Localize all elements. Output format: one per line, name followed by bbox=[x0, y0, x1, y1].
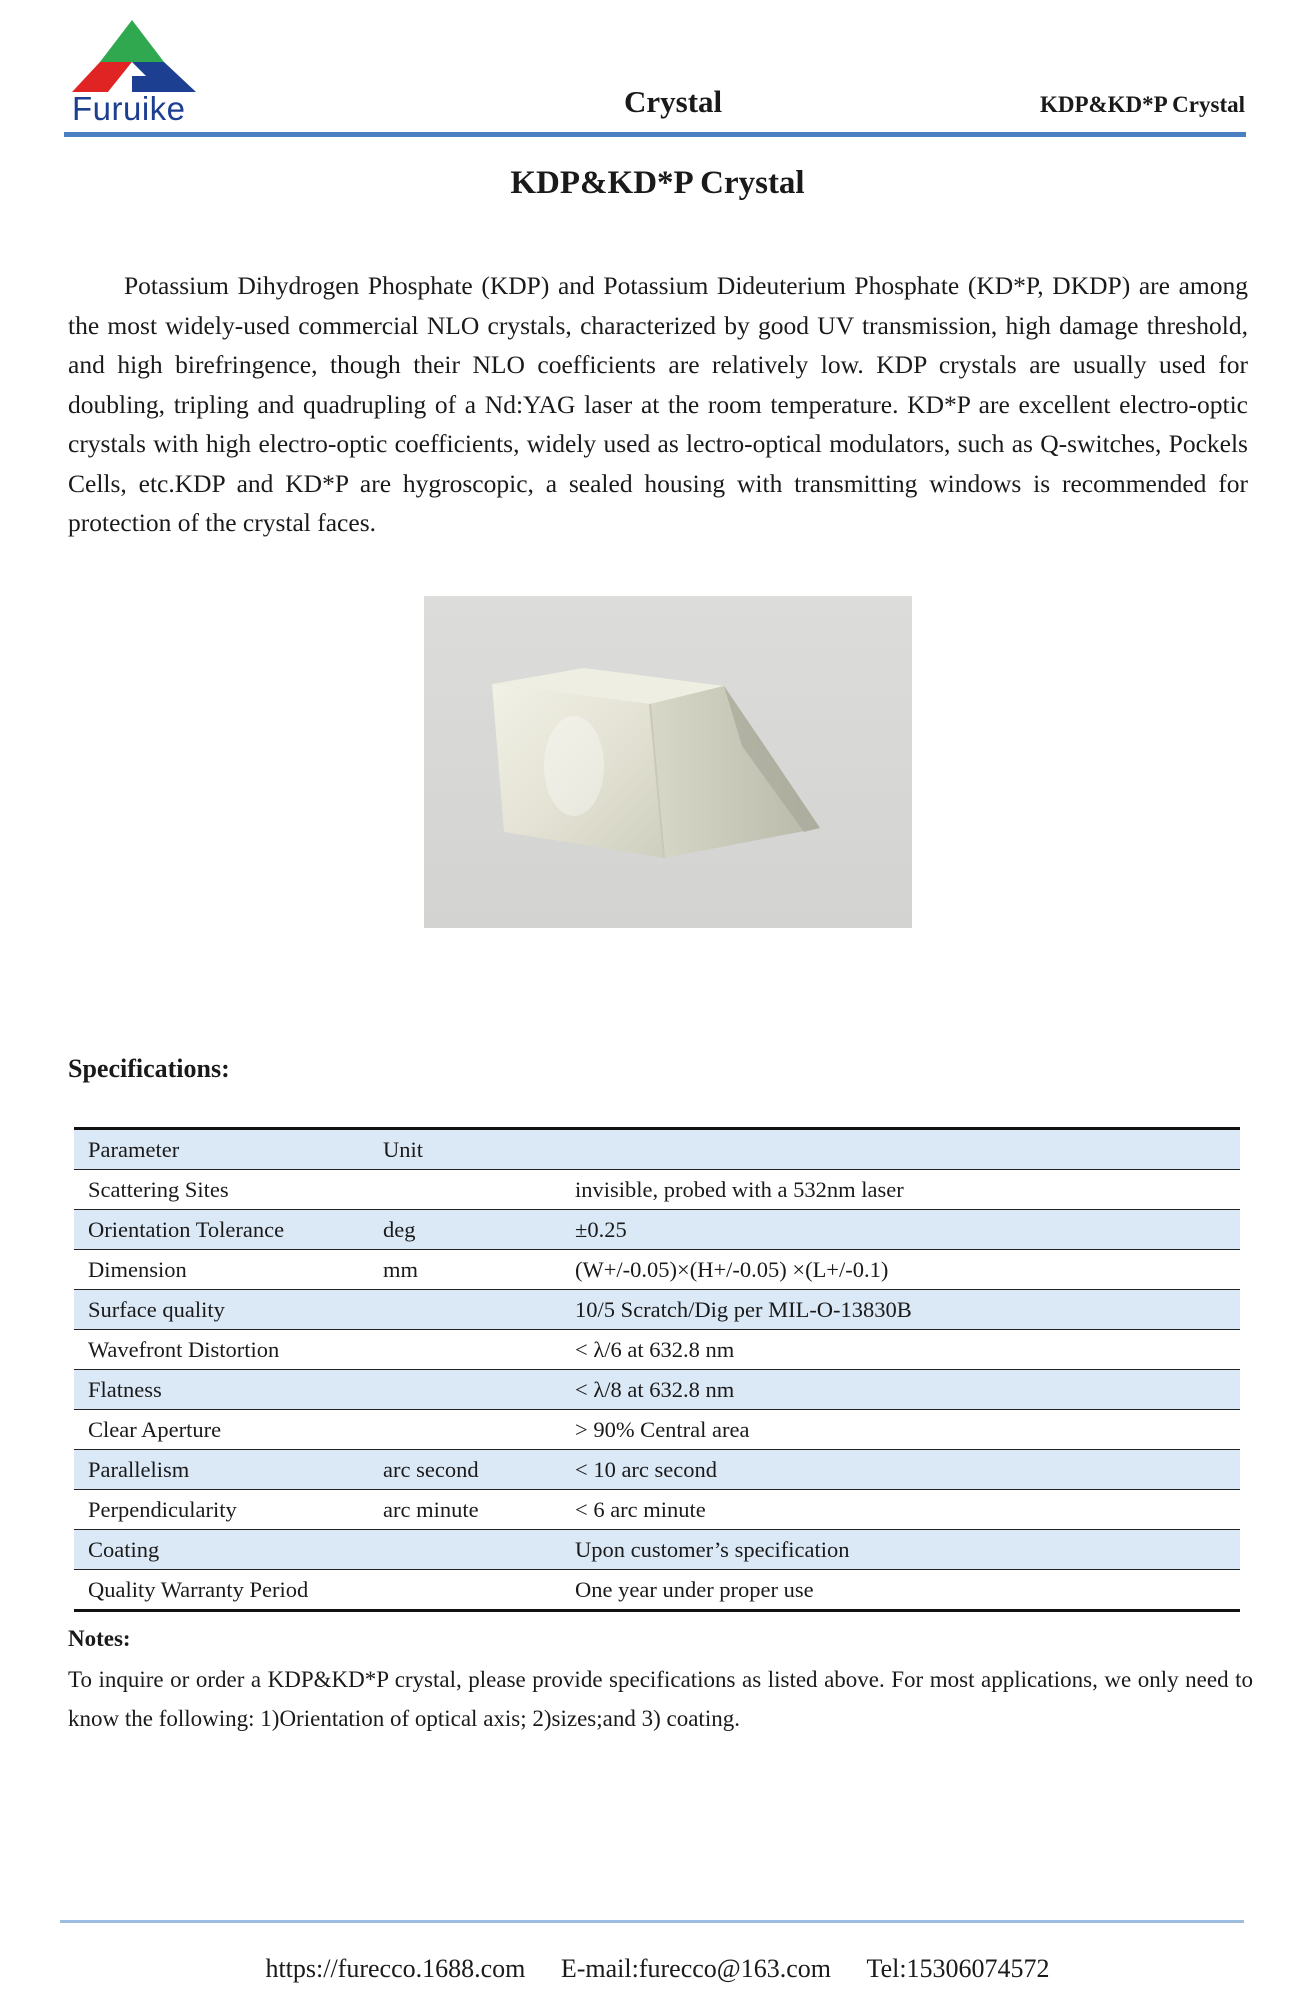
table-row bbox=[74, 1170, 1240, 1210]
table-row bbox=[74, 1250, 1240, 1290]
value-cell: < λ/6 at 632.8 nm bbox=[561, 1330, 1240, 1370]
page-title: KDP&KD*P Crystal bbox=[510, 165, 805, 201]
unit-cell bbox=[369, 1170, 561, 1210]
furuike-logo bbox=[66, 18, 200, 130]
unit-cell bbox=[369, 1410, 561, 1450]
unit-cell: deg bbox=[369, 1210, 561, 1250]
unit-cell bbox=[369, 1530, 561, 1570]
parameter-cell: Dimension bbox=[74, 1250, 369, 1290]
value-cell: One year under proper use bbox=[561, 1570, 1240, 1611]
table-row bbox=[74, 1410, 1240, 1450]
footer-website-link[interactable]: https://furecco.1688.com bbox=[265, 1954, 526, 1983]
logo-text: Furuike bbox=[72, 90, 186, 127]
notes-text: To inquire or order a KDP&KD*P crystal, please provide specifications as listed above. For most applications, we only need to know the following: 1)Orientation of optical axis; 2)sizes;and 3) coating. bbox=[68, 1667, 1253, 1731]
table-row bbox=[74, 1530, 1240, 1570]
parameter-cell: Surface quality bbox=[74, 1290, 369, 1330]
unit-cell bbox=[369, 1330, 561, 1370]
value-cell: (W+/-0.05)×(H+/-0.05) ×(L+/-0.1) bbox=[561, 1250, 1240, 1290]
value-cell: < λ/8 at 632.8 nm bbox=[561, 1370, 1240, 1410]
intro-paragraph: Potassium Dihydrogen Phosphate (KDP) and Potassium Dideuterium Phosphate (KD*P, DKDP) are among the most widely-used commercial NLO crystals, characterized by good UV transmission, high damage threshold, and high birefringence, though their NLO coefficients are relatively low. KDP crystals are usually used for doubling, tripling and quadrupling of a Nd:YAG laser at the room temperature. KD*P are excellent electro-optic crystals with high electro-optic coefficients, widely used as lectro-optical modulators, such as Q-switches, Pockels Cells, etc.KDP and KD*P are hygroscopic, a sealed housing with transmitting windows is recommended for protection of the crystal faces. bbox=[68, 271, 1248, 537]
parameter-cell: Flatness bbox=[74, 1370, 369, 1410]
specifications-heading: Specifications: bbox=[68, 1054, 230, 1083]
unit-cell: arc second bbox=[369, 1450, 561, 1490]
specifications-table bbox=[74, 1127, 1240, 1612]
unit-cell: mm bbox=[369, 1250, 561, 1290]
value-cell: Upon customer’s specification bbox=[561, 1530, 1240, 1570]
table-row bbox=[74, 1210, 1240, 1250]
footer-rule bbox=[60, 1920, 1244, 1923]
header-cell-parameter: Parameter bbox=[74, 1129, 369, 1170]
unit-cell bbox=[369, 1290, 561, 1330]
footer-tel: Tel:15306074572 bbox=[866, 1954, 1050, 1983]
parameter-cell: Quality Warranty Period bbox=[74, 1570, 369, 1611]
parameter-cell: Orientation Tolerance bbox=[74, 1210, 369, 1250]
table-row bbox=[74, 1570, 1240, 1611]
unit-cell bbox=[369, 1370, 561, 1410]
footer bbox=[0, 1954, 1315, 1984]
table-row bbox=[74, 1370, 1240, 1410]
parameter-cell: Scattering Sites bbox=[74, 1170, 369, 1210]
header-cell-value bbox=[561, 1129, 1240, 1170]
header-product: KDP&KD*P Crystal bbox=[1039, 92, 1245, 117]
parameter-cell: Coating bbox=[74, 1530, 369, 1570]
notes-heading: Notes: bbox=[68, 1626, 131, 1651]
parameter-cell: Parallelism bbox=[74, 1450, 369, 1490]
header-cell-unit: Unit bbox=[369, 1129, 561, 1170]
unit-cell: arc minute bbox=[369, 1490, 561, 1530]
value-cell: ±0.25 bbox=[561, 1210, 1240, 1250]
value-cell: 10/5 Scratch/Dig per MIL-O-13830B bbox=[561, 1290, 1240, 1330]
header-category: Crystal bbox=[624, 84, 723, 119]
value-cell: < 10 arc second bbox=[561, 1450, 1240, 1490]
furuike-logo-icon bbox=[72, 18, 196, 98]
parameter-cell: Perpendicularity bbox=[74, 1490, 369, 1530]
table-row bbox=[74, 1450, 1240, 1490]
table-row bbox=[74, 1330, 1240, 1370]
table-row bbox=[74, 1490, 1240, 1530]
value-cell: < 6 arc minute bbox=[561, 1490, 1240, 1530]
unit-cell bbox=[369, 1570, 561, 1611]
table-header-row bbox=[74, 1129, 1240, 1170]
header-rule bbox=[64, 132, 1246, 137]
table-row bbox=[74, 1290, 1240, 1330]
parameter-cell: Wavefront Distortion bbox=[74, 1330, 369, 1370]
crystal-photo bbox=[424, 596, 912, 928]
value-cell: > 90% Central area bbox=[561, 1410, 1240, 1450]
footer-email[interactable]: E-mail:furecco@163.com bbox=[560, 1954, 831, 1983]
parameter-cell: Clear Aperture bbox=[74, 1410, 369, 1450]
value-cell: invisible, probed with a 532nm laser bbox=[561, 1170, 1240, 1210]
